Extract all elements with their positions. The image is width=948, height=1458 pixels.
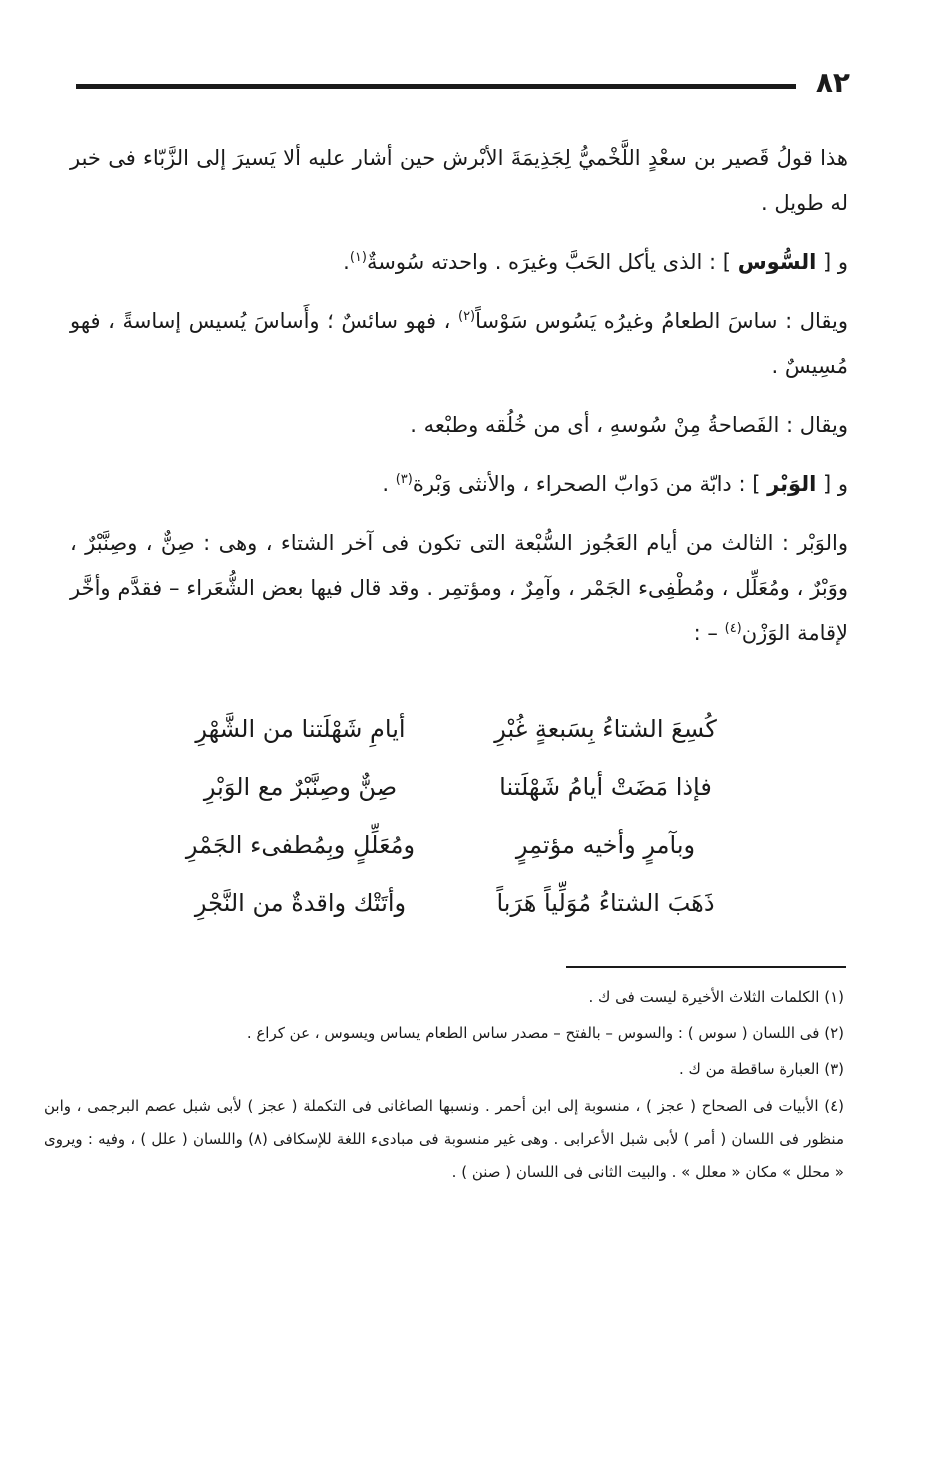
bracket-open: و [ — [822, 250, 848, 274]
entry-paragraph-wabr — [70, 462, 848, 507]
footnote: (١) الكلمات الثلاث الأخيرة ليست فى ك . — [588, 988, 844, 1006]
verse-first-hemistich: فإذا مَضَتْ أيامُ شَهْلَتنا — [499, 773, 712, 801]
sentence-end: . — [382, 472, 389, 496]
entry-definition: ] : الذى يأكل الحَبَّ وغيرَه . واحدته سُوسةٌ — [366, 250, 731, 274]
poem-verse — [168, 700, 738, 758]
footnote-marker: (٤) — [724, 621, 742, 636]
footnotes — [44, 982, 844, 1189]
paragraph: هذا قولُ قَصير بن سعْدٍ اللَّخْميُّ لِجَذِيمَةَ الأبْرش حين أشار عليه ألا يَسيرَ إلى الزَّبّاء فى خبر له طويل . — [70, 146, 848, 215]
paragraph — [70, 299, 848, 389]
sentence-end: . — [343, 250, 350, 274]
paragraph-text: ويقال : ساسَ الطعامُ وغيرُه يَسُوس سَوْساً — [475, 309, 848, 333]
verse-first-hemistich: ذَهَبَ الشتاءُ مُوَلِّياً هَرَباً — [496, 889, 715, 917]
poem-verse — [168, 758, 738, 816]
poem — [168, 700, 738, 932]
verse-second-hemistich: صِنٌّ وصِنَّبْرٌ مع الوَبْرِ — [203, 773, 398, 801]
entry-headword: السُّوس — [737, 250, 817, 274]
entry-paragraph-sus — [70, 240, 848, 285]
main-text — [70, 136, 848, 656]
paragraph-text: ، فهو سائسٌ ؛ وأَساسَ يُسيس إساسةً ، فهو مُسِيسٌ . — [70, 309, 848, 378]
header-rule — [76, 84, 796, 89]
footnote-separator — [566, 966, 846, 968]
footnote-marker: (٣) — [395, 472, 413, 487]
footnote: (٤) الأبيات فى الصحاح ( عجز ) ، منسوبة إلى ابن أحمر . ونسبها الصاغانى فى التكملة ( عجز ) لأبى شبل عصم البرجمى ، وابن منظور فى اللسان ( أمر ) لأبى شبل الأعرابى . وهى غير منسوبة فى مبادىء اللغة للإسكافى (٨) واللسان ( علل ) ، وفيه : ويروى « محلل » مكان « معلل » . والبيت الثانى فى اللسان ( صنن ) . — [44, 1097, 844, 1181]
footnote: (٢) فى اللسان ( سوس ) : والسوس – بالفتح – مصدر ساس الطعام يساس ويسوس ، عن كراع . — [246, 1024, 844, 1042]
paragraph: ويقال : الفَصاحةُ مِنْ سُوسهِ ، أى من خُلُقه وطبْعه . — [410, 413, 848, 437]
footnote-marker: (١) — [349, 250, 367, 265]
footnote: (٣) العبارة ساقطة من ك . — [678, 1060, 844, 1078]
entry-definition: ] : دابّة من دَوابّ الصحراء ، والأنثى وَبْرة — [412, 472, 761, 496]
verse-second-hemistich: أيامِ شَهْلَتنا من الشَّهْرِ — [195, 715, 406, 743]
paragraph — [70, 521, 848, 656]
verse-first-hemistich: وبآمرٍ وأخيه مؤتمِرٍ — [515, 831, 696, 859]
entry-headword: الوَبْر — [767, 472, 817, 496]
paragraph-text: والوَبْر : الثالث من أيام العَجُوز السُّبْعة التى تكون فى آخر الشتاء ، وهى : صِنٌّ ، وصِنَّبْرٌ ، ووَبْرٌ ، ومُعَلِّل ، ومُطْفِىء الجَمْر ، وآمِرٌ ، ومؤتمِر . وقد قال فيها بعض الشُّعَراء – فقدَّم وأخَّر لإقامة الوَزْن — [70, 531, 848, 645]
bracket-open: و [ — [822, 472, 848, 496]
verse-second-hemistich: ومُعَلِّلٍ وبِمُطفىء الجَمْرِ — [185, 831, 416, 859]
page-number: ٨٢ — [815, 66, 850, 99]
footnote-marker: (٢) — [457, 309, 476, 324]
paragraph-text: – : — [693, 621, 718, 645]
verse-first-hemistich: كُسِعَ الشتاءُ بِسَبعةٍ غُبْرِ — [494, 715, 717, 743]
poem-verse — [168, 874, 738, 932]
poem-verse — [168, 816, 738, 874]
verse-second-hemistich: وأتَتْك واقدةٌ من النَّجْرِ — [194, 889, 407, 917]
